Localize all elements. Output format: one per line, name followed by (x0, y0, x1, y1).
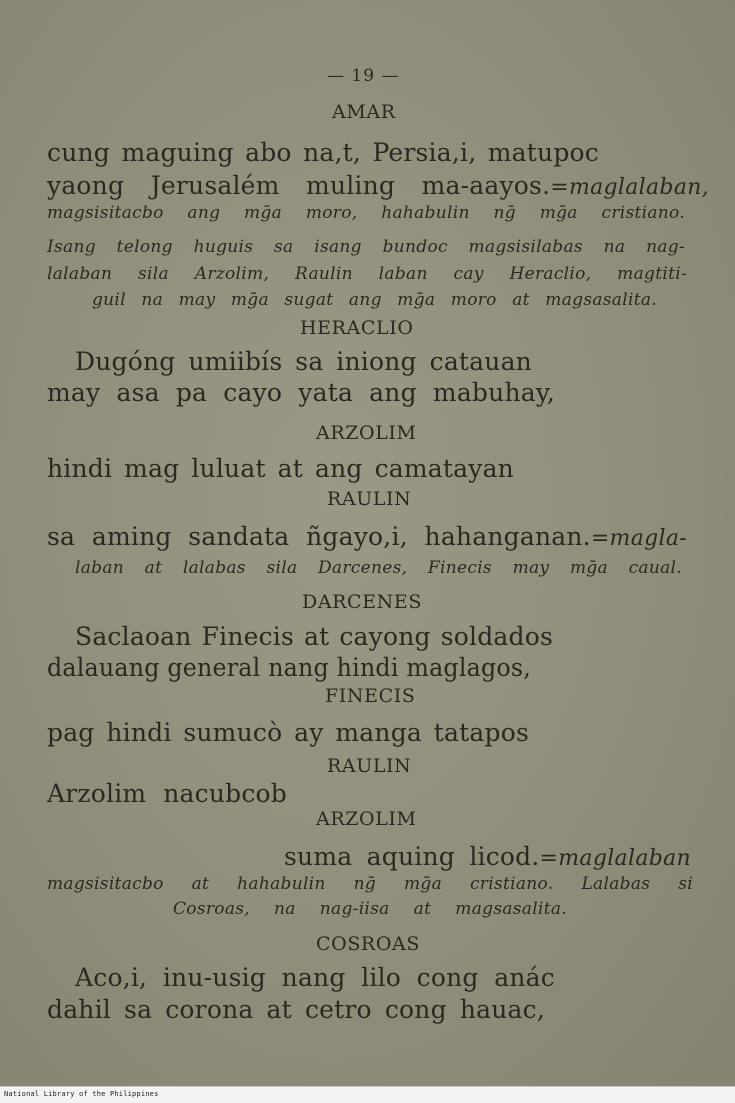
verse-line (75, 349, 532, 374)
line-text: Cosroas, na nag-iisa at magsasalita. (173, 899, 567, 919)
verse-line (284, 844, 691, 870)
verse-line (47, 655, 531, 680)
scan-footer-bar (0, 1086, 735, 1103)
verse-line (47, 720, 529, 745)
line-text: may asa pa cayo yata ang mabuhay, (47, 378, 555, 407)
line-text: Saclaoan Finecis at cayong soldados (75, 622, 553, 651)
line-text: guil na may mḡa sugat ang mḡa moro at magsasalita. (92, 290, 657, 310)
line-text: Dugóng umiibís sa iniong catauan (75, 347, 532, 376)
verse-line (75, 624, 553, 649)
line-text: laban at lalabas sila Darcenes, Finecis may mḡa caual. (75, 558, 682, 578)
verse-line (47, 456, 514, 481)
verse-line (75, 965, 555, 990)
stage-direction-start: =magla- (590, 526, 687, 551)
line-text: ARZOLIM (316, 422, 417, 444)
line-text: cung maguing abo na,t, Persia,i, matupoc (47, 138, 599, 167)
line-text: magsisitacbo at hahabulin nḡ mḡa cristiano. Lalabas si (47, 874, 693, 894)
speaker-name (302, 593, 422, 612)
stage-direction-line (47, 266, 687, 283)
speaker-name (300, 319, 414, 338)
verse-line (47, 781, 287, 806)
speaker-name (325, 687, 415, 706)
speaker-name (327, 757, 411, 776)
line-text: RAULIN (327, 755, 412, 777)
verse-line (47, 140, 599, 165)
line-text: FINECIS (325, 685, 416, 707)
verse-line (47, 380, 555, 405)
line-text: Isang telong huguis sa isang bundoc magsisilabas na nag- (47, 237, 685, 257)
speaker-name (327, 490, 411, 509)
line-text: lalaban sila Arzolim, Raulin laban cay Heraclio, magtiti- (47, 264, 687, 284)
line-text: pag hindi sumucò ay manga tatapos (47, 718, 529, 747)
stage-direction-start: =maglalaban (539, 846, 691, 871)
stage-direction-line (92, 292, 657, 309)
stage-direction-line (173, 901, 567, 918)
line-text: HERACLIO (300, 317, 414, 339)
verse-line (47, 173, 709, 199)
line-text: RAULIN (327, 488, 412, 510)
line-text: yaong Jerusalém muling ma-aayos. (47, 171, 551, 200)
line-text: magsisitacbo ang mḡa moro, hahabulin nḡ mḡa cristiano. (47, 203, 685, 223)
line-text: AMAR (332, 101, 396, 123)
verse-line (47, 997, 545, 1022)
line-text: suma aquing licod. (284, 842, 540, 871)
library-credit: National Library of the Philippines (4, 1090, 159, 1098)
line-text: ARZOLIM (316, 808, 417, 830)
stage-direction-start: =maglalaban, (550, 175, 709, 200)
page-number: — 19 — (327, 66, 400, 86)
stage-direction-line (47, 876, 693, 893)
line-text: hindi mag luluat at ang camatayan (47, 454, 514, 483)
speaker-name (316, 810, 417, 829)
speaker-name (316, 424, 417, 443)
stage-direction-line (47, 205, 685, 222)
stage-direction-line (75, 560, 682, 577)
line-text: COSROAS (316, 933, 420, 955)
line-text: Arzolim nacubcob (47, 779, 287, 808)
stage-direction-line (47, 239, 685, 256)
speaker-name (316, 935, 420, 954)
line-text: dahil sa corona at cetro cong hauac, (47, 995, 545, 1024)
verse-line (47, 524, 687, 550)
line-text: dalauang general nang hindi maglagos, (47, 653, 531, 682)
line-text: sa aming sandata ñgayo,i, hahanganan. (47, 522, 591, 551)
line-text: DARCENES (302, 591, 422, 613)
speaker-name (332, 103, 396, 122)
line-text: Aco,i, inu-usig nang lilo cong anác (75, 963, 555, 992)
